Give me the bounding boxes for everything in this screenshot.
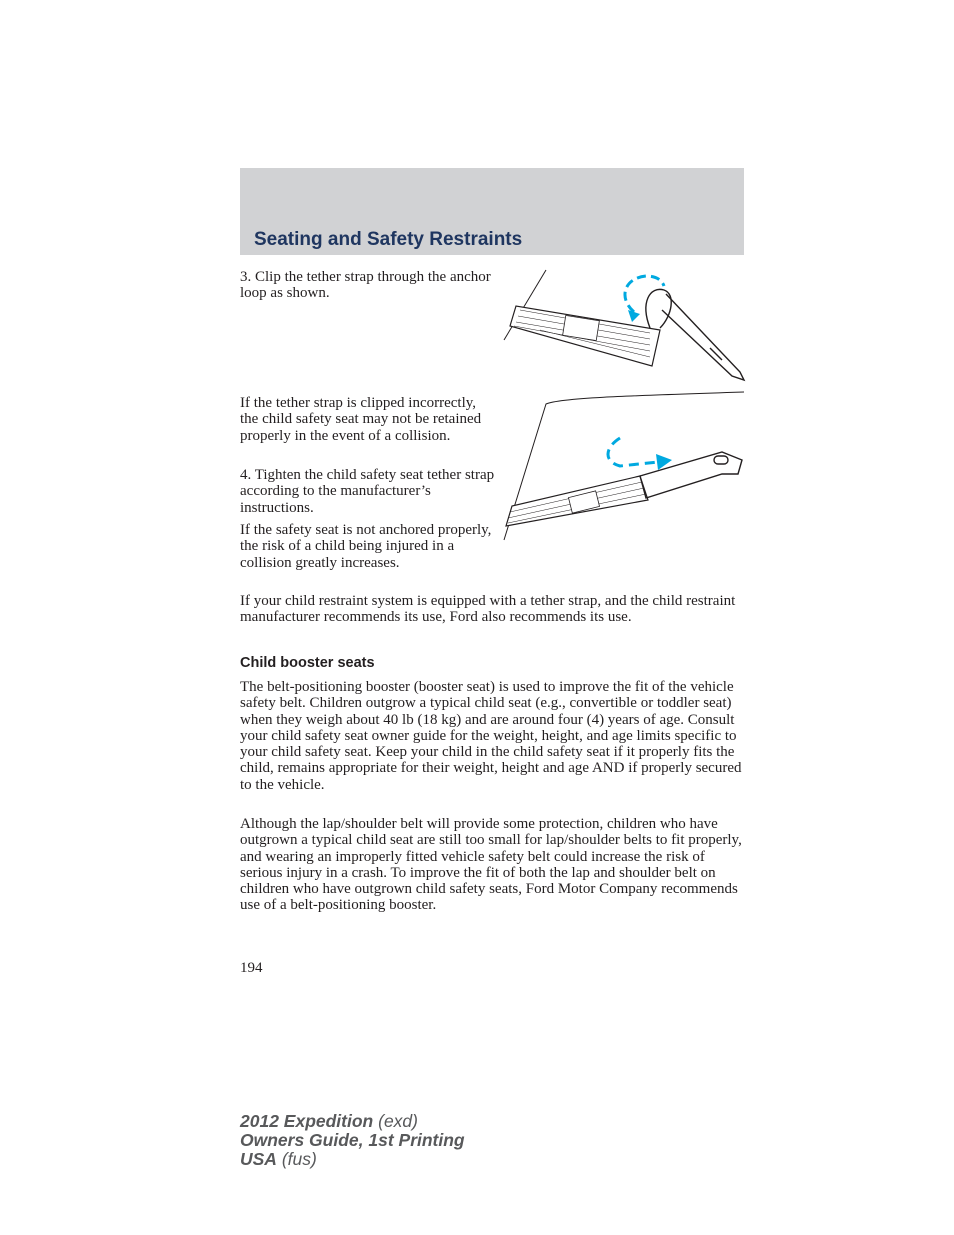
section-title: Seating and Safety Restraints bbox=[254, 229, 523, 250]
anchor-loop-graphic bbox=[646, 289, 744, 380]
step-3-text: 3. Clip the tether strap through the anchor loop as shown. bbox=[240, 269, 491, 302]
booster-paragraph-1: The belt-positioning booster (booster seat) is used to improve the fit of the vehicle safety belt. Children outgrow a typical child seat (e.g., convertible or toddler seat) when they weigh about 40 lb (18 kg) and are around four (4) years of age. Consult your child safety seat owner guide for the weight, height, and age limits specific to your child safety seat. Keep your child in the child safety seat if it properly fits the child, remains appropriate for their weight, height and age AND if properly secured to the vehicle. bbox=[240, 679, 742, 793]
direction-arrow-icon bbox=[608, 438, 672, 470]
tether-hook-graphic bbox=[640, 452, 742, 498]
tether-note-text: If your child restraint system is equipped with a tether strap, and the child restraint manufacturer recommends its use, Ford also recommends its use. bbox=[240, 593, 736, 626]
tether-clip-illustration bbox=[500, 268, 746, 384]
rotate-arrow-icon bbox=[625, 276, 664, 322]
footer-line-3: USA (fus) bbox=[240, 1149, 317, 1169]
footer-edition bbox=[240, 1112, 465, 1169]
warning-1-text: If the tether strap is clipped incorrectly, the child safety seat may not be retained properly in the event of a collision. bbox=[240, 395, 482, 444]
tether-tighten-illustration bbox=[500, 390, 746, 552]
warning-2-text: If the safety seat is not anchored properly, the risk of a child being injured in a collision greatly increases. bbox=[240, 522, 492, 571]
booster-paragraph-2: Although the lap/shoulder belt will provide some protection, children who have outgrown a typical child seat are still too small for lap/shoulder belts to fit properly, and wearing an improperly fitted vehicle safety belt could increase the risk of serious injury in a crash. To improve the fit of both the lap and shoulder belt on children who have outgrown child safety seats, Ford Motor Company recommends use of a belt-positioning booster. bbox=[240, 816, 742, 914]
child-booster-seats-heading: Child booster seats bbox=[240, 655, 375, 671]
step-4-text: 4. Tighten the child safety seat tether strap according to the manufacturer’s instructions. bbox=[240, 467, 495, 516]
page-number: 194 bbox=[240, 960, 263, 976]
footer-line-2: Owners Guide, 1st Printing bbox=[240, 1130, 465, 1150]
footer-line-1: 2012 Expedition (exd) bbox=[240, 1111, 418, 1131]
tether-strap-graphic bbox=[506, 476, 648, 526]
